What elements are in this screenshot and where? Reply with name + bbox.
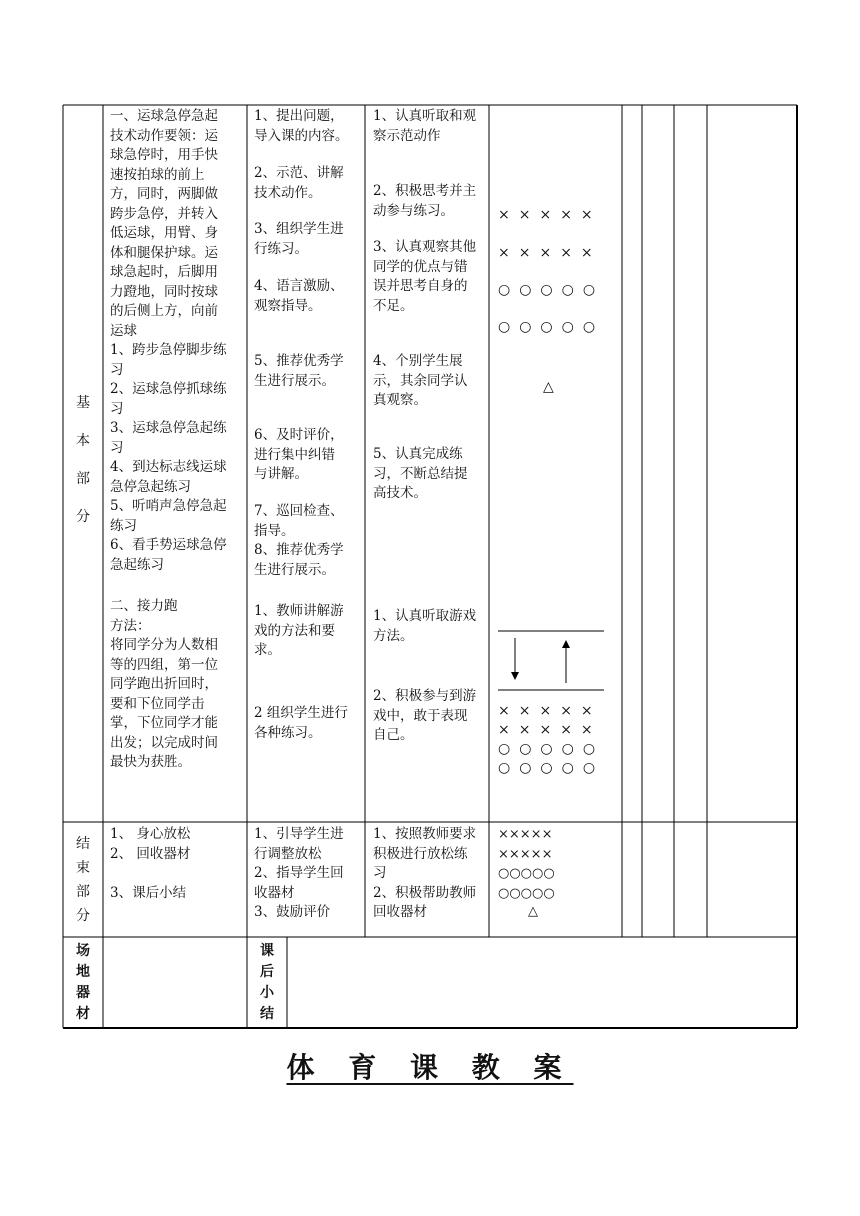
end-row-crosses: ××××× bbox=[498, 827, 553, 842]
venue-label-char: 器 bbox=[76, 985, 90, 1001]
game-row-circles: ○○○○○ bbox=[498, 741, 605, 757]
teacher-position-icon: △ bbox=[543, 379, 554, 395]
venue-label-char: 地 bbox=[76, 964, 90, 980]
teacher-step: 4、语言激励、 观察指导。 bbox=[254, 278, 344, 314]
teacher-step: 2 组织学生进行 各种练习。 bbox=[254, 705, 348, 741]
main-label-char: 部 bbox=[76, 471, 90, 487]
student-step: 2、积极思考并主 动参与练习。 bbox=[373, 183, 477, 219]
end-label-char: 结 bbox=[76, 836, 90, 852]
teacher-position-icon: △ bbox=[528, 904, 538, 919]
student-step: 3、认真观察其他 同学的优点与错 误并思考自身的 不足。 bbox=[373, 239, 477, 314]
formation-row-circles: ○○○○○ bbox=[498, 282, 605, 298]
summary-label-char: 课 bbox=[260, 943, 274, 959]
summary-label-char: 结 bbox=[260, 1006, 274, 1022]
end-teacher-activities: 1、引导学生进 行调整放松 2、指导学生回 收器材 3、鼓励评价 bbox=[254, 826, 344, 920]
student-step: 1、认真听取和观 察示范动作 bbox=[373, 108, 477, 144]
page-title-text: 体 育 课 教 案 bbox=[286, 1051, 574, 1084]
teacher-step: 3、组织学生进 行练习。 bbox=[254, 221, 344, 257]
teacher-step: 6、及时评价， 进行集中纠错 与讲解。 bbox=[254, 427, 344, 482]
teacher-step: 5、推荐优秀学 生进行展示。 bbox=[254, 353, 344, 389]
end-row-crosses: ××××× bbox=[498, 847, 553, 862]
game-row-crosses: ××××× bbox=[498, 722, 602, 738]
formation-row-crosses: ××××× bbox=[498, 245, 602, 261]
teacher-step: 2、示范、讲解 技术动作。 bbox=[254, 165, 344, 201]
end-row-circles: ○○○○○ bbox=[498, 866, 555, 881]
venue-label-char: 场 bbox=[76, 943, 90, 959]
main-content-technique: 一、运球急停急起 技术动作要领：运 球急停时，用手快 速按拍球的前上 方，同时，两脚做 跨步急停，并转入 低运球，用臂、身 体和腿保护球。运 球急起时，后脚用 力蹬地，同时按球 的后侧上方，向前 运球 1、跨步急停脚步练 习 2、运球急停抓球练 习 3、运球急停急起练 习 4、到达标志线运球 急停急起练习 5、听哨声急停急起 练习 6、看手势运球急停 急起练习 bbox=[110, 108, 227, 573]
page-title bbox=[0, 1046, 860, 1086]
venue-label-char: 材 bbox=[76, 1006, 90, 1022]
student-step: 4、个别学生展 示，其余同学认 真观察。 bbox=[373, 353, 468, 408]
end-content: 1、 身心放松 2、 回收器材 3、课后小结 bbox=[110, 826, 191, 901]
end-row-circles: ○○○○○ bbox=[498, 886, 555, 901]
down-arrow-icon bbox=[511, 672, 519, 680]
formation-row-circles: ○○○○○ bbox=[498, 319, 605, 335]
end-label-char: 部 bbox=[76, 884, 90, 900]
main-label-char: 基 bbox=[76, 395, 90, 411]
end-student-activities: 1、按照教师要求 积极进行放松练 习 2、积极帮助教师 回收器材 bbox=[373, 826, 477, 920]
game-row-crosses: ××××× bbox=[498, 703, 602, 719]
up-arrow-icon bbox=[562, 640, 570, 648]
teacher-step: 1、教师讲解游 戏的方法和要 求。 bbox=[254, 603, 344, 658]
game-row-circles: ○○○○○ bbox=[498, 760, 605, 776]
main-content-game: 二、接力跑 方法： 将同学分为人数相 等的四组，第一位 同学跑出折回时， 要和下位同学击 掌，下位同学才能 出发；以完成时间 最快为获胜。 bbox=[110, 598, 218, 770]
teacher-step: 7、巡回检查、 指导。 8、推荐优秀学 生进行展示。 bbox=[254, 503, 344, 578]
teacher-step: 1、提出问题， 导入课的内容。 bbox=[254, 108, 349, 144]
student-step: 2、积极参与到游 戏中，敢于表现 自己。 bbox=[373, 688, 477, 743]
summary-label-char: 小 bbox=[260, 985, 274, 1001]
student-step: 1、认真听取游戏 方法。 bbox=[373, 608, 477, 644]
student-step: 5、认真完成练 习，不断总结提 高技术。 bbox=[373, 446, 468, 501]
main-label-char: 本 bbox=[76, 433, 90, 449]
formation-row-crosses: ××××× bbox=[498, 207, 602, 223]
end-label-char: 分 bbox=[76, 908, 90, 924]
end-label-char: 束 bbox=[76, 860, 90, 876]
summary-label-char: 后 bbox=[260, 964, 274, 980]
main-label-char: 分 bbox=[76, 509, 90, 525]
